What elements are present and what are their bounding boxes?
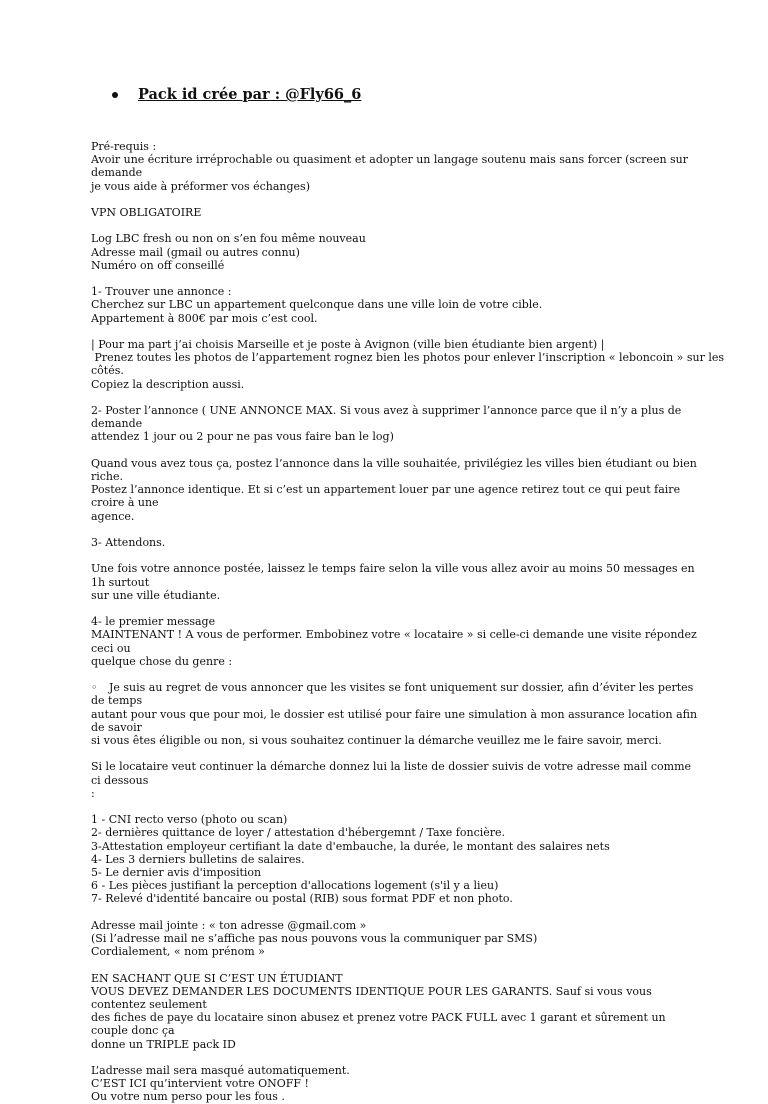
unefois-line: sur une ville étudiante.	[91, 588, 221, 602]
doc-item: 4- Les 3 derniers bulletins de salaires.	[91, 852, 305, 866]
step4-title: 4- le premier message	[91, 615, 216, 629]
quand-line: Postez l’annonce identique. Et si c’est un appartement louer par une agence retirez tout ce qui peut faire croire à une	[91, 483, 681, 510]
bullet-icon	[112, 92, 118, 98]
silocataire-line: Si le locataire veut continuer la démarche donnez lui la liste de dossier suivis de votre adresse mail comme ci dessous	[91, 760, 692, 787]
step2-line: attendez 1 jour ou 2 pour ne pas vous faire ban le log)	[91, 430, 394, 444]
message-line: si vous êtes éligible ou non, si vous souhaitez continuer la démarche veuillez me le faire savoir, merci.	[91, 733, 662, 747]
message-text: Je suis au regret de vous annoncer que les visites se font uniquement sur dossier, afin d’éviter les pertes de temps	[91, 681, 694, 708]
doc-item: 7- Relevé d'identité bancaire ou postal (RIB) sous format PDF et non photo.	[91, 892, 513, 906]
requirement-numero: Numéro on off conseillé	[91, 258, 225, 272]
final-line: C’EST ICI qu’intervient votre ONOFF !	[91, 1077, 309, 1091]
silocataire-line: :	[91, 786, 95, 800]
quand-line: Quand vous avez tous ça, postez l’annonce dans la ville souhaitée, privilégiez les villes bien étudiant ou bien riche.	[91, 456, 697, 483]
final-line: Ou votre num perso pour les fous .	[91, 1090, 285, 1104]
etudiant-line: EN SACHANT QUE SI C’EST UN ÉTUDIANT	[91, 971, 343, 985]
etudiant-line: des fiches de paye du locataire sinon abusez et prenez votre PACK FULL avec 1 garant et sûrement un couple donc ça	[91, 1011, 666, 1038]
step1-line: Appartement à 800€ par mois c’est cool.	[91, 311, 318, 325]
step1-line: Cherchez sur LBC un appartement quelconque dans une ville loin de votre cible.	[91, 298, 543, 312]
closing-line: (Si l’adresse mail ne s’affiche pas nous pouvons vous la communiquer par SMS)	[91, 931, 538, 945]
final-line: L’adresse mail sera masqué automatiquement.	[91, 1063, 350, 1077]
etudiant-line: VOUS DEVEZ DEMANDER LES DOCUMENTS IDENTIQUE POUR LES GARANTS. Sauf si vous vous contentez seulement	[91, 984, 652, 1011]
step4-line: quelque chose du genre :	[91, 654, 233, 668]
closing-line: Cordialement, « nom prénom »	[91, 945, 265, 959]
prereq-line: Avoir une écriture irréprochable ou quasiment et adopter un langage soutenu mais sans forcer (screen sur demande	[91, 153, 689, 180]
etudiant-line: donne un TRIPLE pack ID	[91, 1037, 236, 1051]
marseille-line: | Pour ma part j’ai choisis Marseille et je poste à Avignon (ville bien étudiante bien argent) |	[91, 337, 605, 351]
marseille-line: côtés.	[91, 364, 124, 378]
step4-line: MAINTENANT ! A vous de performer. Embobinez votre « locataire » si celle-ci demande une visite répondez ceci ou	[91, 628, 697, 655]
prereq-title: Pré-requis :	[91, 140, 157, 153]
requirement-log: Log LBC fresh ou non on s’en fou même nouveau	[91, 232, 366, 246]
doc-item: 3-Attestation employeur certifiant la date d'embauche, la durée, le montant des salaires nets	[91, 839, 610, 853]
document-heading	[112, 86, 361, 103]
vpn-line: VPN OBLIGATOIRE	[91, 206, 202, 219]
unefois-line: Une fois votre annonce postée, laissez le temps faire selon la ville vous allez avoir au moins 50 messages en 1h surtout	[91, 562, 695, 589]
document-body	[91, 140, 725, 1104]
heading-text: Pack id crée par : @Fly66_6	[138, 86, 362, 103]
doc-item: 5- Le dernier avis d'imposition	[91, 865, 262, 879]
closing-line: Adresse mail jointe : « ton adresse @gmail.com »	[91, 918, 367, 932]
doc-item: 1 - CNI recto verso (photo ou scan)	[91, 813, 288, 827]
ring-bullet-icon: ◦	[91, 681, 98, 695]
step3-title: 3- Attendons.	[91, 535, 166, 549]
message-line: autant pour vous que pour moi, le dossier est utilisé pour faire une simulation à mon assurance location afin de savoir	[91, 707, 698, 734]
step2-line: 2- Poster l’annonce ( UNE ANNONCE MAX. Si vous avez à supprimer l’annonce parce que il n’y a plus de demande	[91, 403, 682, 431]
doc-item: 6 - Les pièces justifiant la perception d'allocations logement (s'il y a lieu)	[91, 879, 499, 893]
quand-line: agence.	[91, 509, 135, 523]
prereq-line: je vous aide à préformer vos échanges)	[91, 179, 310, 193]
requirement-mail: Adresse mail (gmail ou autres connu)	[91, 245, 300, 259]
doc-item: 2- dernières quittance de loyer / attestation d'hébergemnt / Taxe foncière.	[91, 826, 506, 840]
marseille-line: Prenez toutes les photos de l’appartement rognez bien les photos pour enlever l’inscription « leboncoin » sur les	[91, 351, 725, 365]
message-line	[91, 681, 701, 707]
step1-title: 1- Trouver une annonce :	[91, 285, 232, 299]
marseille-line: Copiez la description aussi.	[91, 377, 245, 391]
